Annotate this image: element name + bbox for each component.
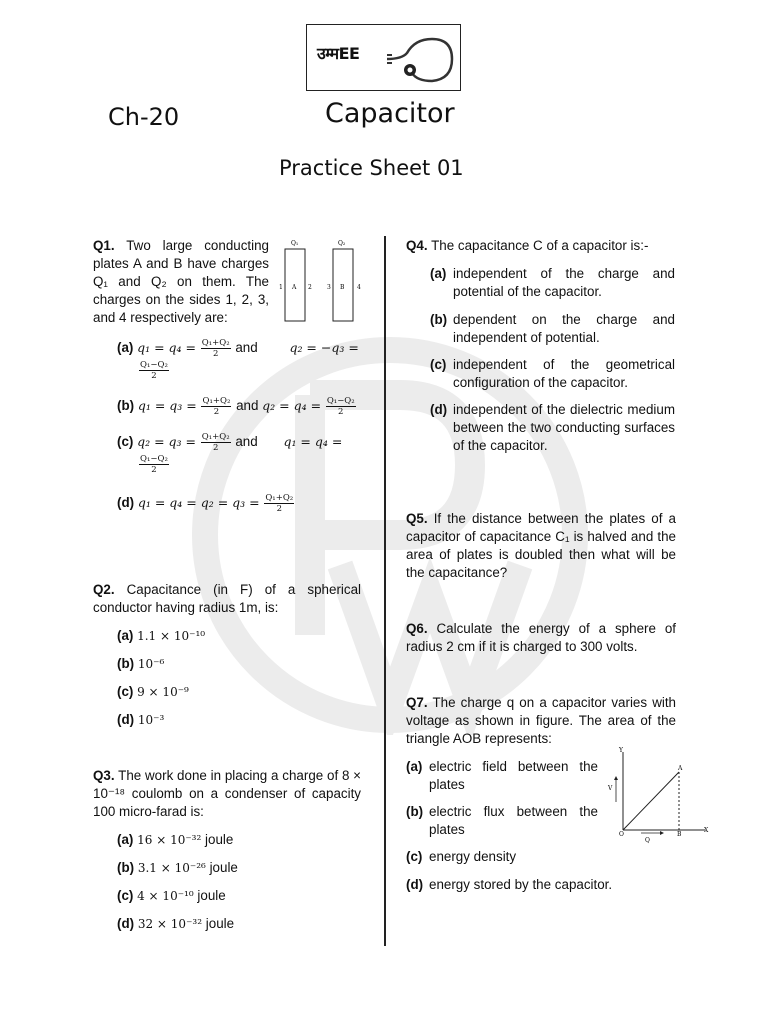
q-arrow-head — [660, 831, 664, 835]
q1-option-a-cont: $\frac{\text{Q₁−Q₂}}{2}$ — [140, 360, 168, 381]
figure-q2-label: Q₂ — [338, 240, 346, 247]
question-7-text: Q7. The charge q on a capacitor varies with voltage as shown in figure. The area of the triangle AOB represents: — [406, 695, 677, 746]
side-4-label: 4 — [357, 284, 361, 291]
v-arrow-head — [614, 776, 618, 780]
q1-option-a[interactable]: (a) q₁ = q₄ = $\frac{\text{Q₁+Q₂}}{2}$ and q₂ = −q₃ = — [117, 338, 359, 359]
question-2-number: Q2. — [93, 582, 115, 597]
question-5-number: Q5. — [406, 511, 428, 526]
question-6-text: Q6. Calculate the energy of a sphere of radius 2 cm if it is charged to 300 volts. — [406, 621, 676, 654]
question-2 — [93, 581, 361, 617]
point-a-label: A — [678, 765, 683, 772]
question-4-number: Q4. — [406, 238, 428, 253]
point-b-label: B — [677, 831, 682, 838]
origin-label: O — [619, 831, 624, 838]
question-7 — [406, 694, 676, 748]
plate-b-label: B — [340, 284, 345, 291]
q1-option-d[interactable]: (d) q₁ = q₄ = q₂ = q₃ = $\frac{\text{Q₁+Q₂}}{2}$ — [117, 493, 294, 514]
v-label: V — [608, 785, 613, 792]
question-5-text: Q5. If the distance between the plates of a capacitor of capacitance C₁ is halved and the area of plates is doubled then what will be the capacitance? — [406, 511, 676, 580]
question-3-number: Q3. — [93, 768, 115, 783]
q7-option-d[interactable]: (d) energy stored by the capacitor. — [406, 877, 613, 892]
plate-a-label: A — [292, 284, 297, 291]
y-axis-label: Y — [619, 747, 623, 754]
q3-option-a[interactable]: (a) 16 × 10⁻³² joule — [117, 832, 234, 847]
q2-option-b[interactable]: (b) 10⁻⁶ — [117, 656, 165, 671]
column-divider — [384, 236, 386, 946]
q2-option-d[interactable]: (d) 10⁻³ — [117, 712, 165, 727]
question-7-number: Q7. — [406, 695, 428, 710]
q3-option-b[interactable]: (b) 3.1 × 10⁻²⁶ joule — [117, 860, 238, 875]
question-2-text: Q2. Capacitance (in F) of a spherical conductor having radius 1m, is: — [93, 582, 361, 615]
page-subtitle: Practice Sheet 01 — [279, 156, 464, 180]
plates-figure — [276, 238, 366, 324]
q7-option-b[interactable]: (b) electric flux between the plates — [406, 804, 598, 837]
charge-voltage-graph — [605, 744, 715, 848]
stethoscope-icon — [307, 25, 462, 92]
x-axis-label: X — [704, 827, 709, 834]
q1-option-c[interactable]: (c) q₂ = q₃ = $\frac{\text{Q₁+Q₂}}{2}$ and q₁ = q₄ = — [117, 432, 343, 453]
question-1-text: Q1. Two large conducting plates A and B have charges Q₁ and Q₂ on them. The charges on the sides 1, 2, 3, and 4 respectively are: — [93, 238, 269, 325]
q1-option-b[interactable]: (b) q₁ = q₃ = $\frac{\text{Q₁+Q₂}}{2}$ and q₂ = q₄ = $\frac{\text{Q₁−Q₂}}{2}$ — [117, 396, 355, 417]
q4-option-a[interactable]: (a) independent of the charge and potential of the capacitor. — [430, 266, 675, 299]
q2-option-a[interactable]: (a) 1.1 × 10⁻¹⁰ — [117, 628, 206, 643]
q7-option-a[interactable]: (a) electric field between the plates — [406, 759, 598, 792]
q3-option-c[interactable]: (c) 4 × 10⁻¹⁰ joule — [117, 888, 226, 903]
q4-option-b[interactable]: (b) dependent on the charge and independent of potential. — [430, 312, 675, 345]
ummeed-logo — [306, 24, 461, 91]
chapter-number: Ch-20 — [108, 103, 180, 131]
question-6-number: Q6. — [406, 621, 428, 636]
side-3-label: 3 — [327, 284, 331, 291]
q7-option-c[interactable]: (c) energy density — [406, 849, 517, 864]
logo-text: उम्मEE — [317, 44, 360, 63]
q-label: Q — [645, 837, 650, 844]
page-title: Capacitor — [325, 98, 455, 129]
q1-option-c-cont: $\frac{\text{Q₁−Q₂}}{2}$ — [140, 454, 168, 475]
figure-q1-label: Q₁ — [291, 240, 299, 247]
charge-line — [623, 772, 679, 830]
question-4-text: Q4. The capacitance C of a capacitor is:- — [406, 238, 649, 253]
question-3-text: Q3. The work done in placing a charge of 8 × 10⁻¹⁸ coulomb on a condenser of capacity 100 micro-farad is: — [93, 768, 361, 819]
side-1-label: 1 — [279, 284, 283, 291]
q2-option-c[interactable]: (c) 9 × 10⁻⁹ — [117, 684, 189, 699]
q3-option-d[interactable]: (d) 32 × 10⁻³² joule — [117, 916, 235, 931]
question-1 — [93, 237, 269, 327]
side-2-label: 2 — [308, 284, 312, 291]
question-5 — [406, 510, 676, 582]
q4-option-d[interactable]: (d) independent of the dielectric medium between the two conducting surfaces of the capacitor. — [430, 402, 675, 453]
question-4 — [406, 237, 676, 255]
q4-option-c[interactable]: (c) independent of the geometrical configuration of the capacitor. — [430, 357, 675, 390]
question-6 — [406, 620, 676, 656]
question-3 — [93, 767, 361, 821]
question-1-number: Q1. — [93, 238, 115, 253]
